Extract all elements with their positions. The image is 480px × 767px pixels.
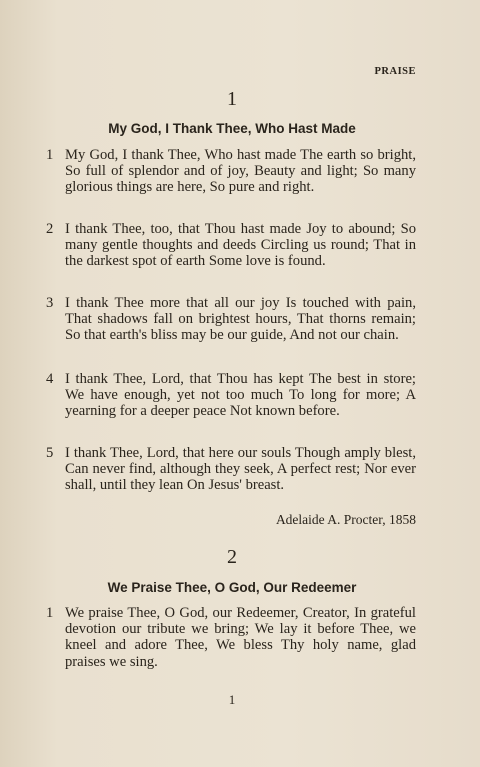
verse-text: I thank Thee, too, that Thou hast made Joy to abound; So many gentle thoughts and deeds Circling us round; That in the darkest spot of earth Some love is found. bbox=[65, 221, 416, 270]
verse bbox=[46, 221, 416, 270]
verse-text: We praise Thee, O God, our Redeemer, Creator, In grateful devotion our tribute we bring; We lay it before Thee, we kneel and adore Thee, We bless Thy holy name, glad praises we sing. bbox=[65, 605, 416, 670]
verse-number: 2 bbox=[46, 221, 54, 237]
section-label: PRAISE bbox=[374, 66, 416, 77]
page-number: 1 bbox=[228, 692, 236, 707]
verse bbox=[46, 605, 416, 670]
verse-text: I thank Thee, Lord, that here our souls Though amply blest, Can never find, although they seek, A perfect rest; Nor ever shall, until they lean On Jesus' breast. bbox=[65, 445, 416, 494]
verse-number: 1 bbox=[46, 605, 54, 621]
hymn-number: 2 bbox=[227, 546, 237, 568]
hymn-title: My God, I Thank Thee, Who Hast Made bbox=[108, 121, 356, 136]
hymn-number: 1 bbox=[227, 88, 237, 110]
verse-number: 5 bbox=[46, 445, 54, 461]
verse-number: 4 bbox=[46, 371, 54, 387]
verse bbox=[46, 147, 416, 196]
hymn-attribution: Adelaide A. Procter, 1858 bbox=[275, 512, 416, 527]
hymn-title: We Praise Thee, O God, Our Redeemer bbox=[107, 580, 357, 595]
verse bbox=[46, 445, 416, 494]
verse-text: I thank Thee more that all our joy Is touched with pain, That shadows fall on brightest hours, That thorns remain; So that earth's bliss may be our guide, And not our chain. bbox=[65, 295, 416, 344]
verse-number: 1 bbox=[46, 147, 54, 163]
verse-number: 3 bbox=[46, 295, 54, 311]
verse bbox=[46, 371, 416, 420]
verse bbox=[46, 295, 416, 344]
verse-text: My God, I thank Thee, Who hast made The earth so bright, So full of splendor and of joy, Beauty and light; So many glorious things are here, So pure and right. bbox=[65, 147, 416, 196]
verse-text: I thank Thee, Lord, that Thou has kept The best in store; We have enough, yet not too much To long for more; A yearning for a deeper peace Not known before. bbox=[65, 371, 416, 420]
